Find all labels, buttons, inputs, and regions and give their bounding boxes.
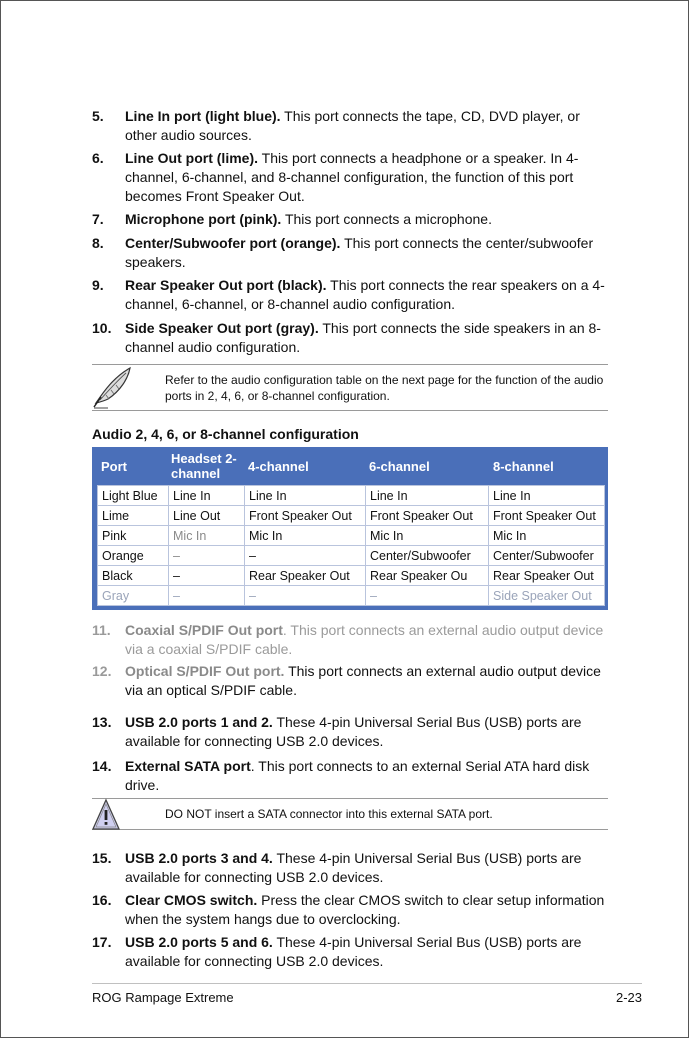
table-cell: Orange <box>98 546 169 566</box>
table-cell: – <box>169 546 245 566</box>
item-text: This port connects the rear speakers on a 4-channel, 6-channel, or 8-channel audio configuration. <box>125 277 605 312</box>
table-cell: Line In <box>366 486 489 506</box>
list-item-10: 10. Side Speaker Out port (gray). This port connects the side speakers in an 8-channel audio configuration. <box>92 320 601 355</box>
table-cell: – <box>245 546 366 566</box>
table-cell: Line In <box>489 486 605 506</box>
item-text: This port connects the side speakers in an 8-channel audio configuration. <box>125 320 601 355</box>
item-title: Clear CMOS switch. <box>125 892 258 908</box>
table-row <box>98 586 605 606</box>
header-port: Port <box>101 459 127 474</box>
table-cell: Front Speaker Out <box>245 506 366 526</box>
header-8ch: 8-channel <box>493 459 554 474</box>
table-cell: Gray <box>98 586 169 606</box>
table-cell: Front Speaker Out <box>366 506 489 526</box>
list-item-16: 16. Clear CMOS switch. Press the clear CMOS switch to clear setup information when the system hangs due to overclocking. <box>92 892 605 927</box>
table-cell: Rear Speaker Out <box>489 566 605 586</box>
table-cell: Mic In <box>489 526 605 546</box>
header-4ch: 4-channel <box>248 459 309 474</box>
item-text: This port connects the center/subwoofer speakers. <box>125 235 594 270</box>
list-item-6: 6. Line Out port (lime). This port connects a headphone or a speaker. In 4-channel, 6-channel, and 8-channel configuration, the function of this port becomes Front Speaker Out. <box>92 150 579 204</box>
warning-triangle-icon <box>92 798 120 836</box>
table-cell: Pink <box>98 526 169 546</box>
config-grid <box>97 485 605 606</box>
table-row <box>98 526 605 546</box>
item-text: These 4-pin Universal Serial Bus (USB) ports are available for connecting USB 2.0 devices. <box>125 714 582 749</box>
item-text: Press the clear CMOS switch to clear setup information when the system hangs due to overclocking. <box>125 892 605 927</box>
item-text: This port connects a headphone or a speaker. In 4-channel, 6-channel, and 8-channel configuration, the function of this port becomes Front Speaker Out. <box>125 150 579 204</box>
table-cell: Front Speaker Out <box>489 506 605 526</box>
footer-title: ROG Rampage Extreme <box>92 990 234 1005</box>
warning-box <box>92 798 608 830</box>
item-title: USB 2.0 ports 3 and 4. <box>125 850 273 866</box>
table-cell: – <box>169 566 245 586</box>
item-title: Rear Speaker Out port (black). <box>125 277 327 293</box>
table-cell: – <box>169 586 245 606</box>
item-text: . This port connects an external audio output device via a coaxial S/PDIF cable. <box>125 622 604 657</box>
item-text: This port connects an external audio output device via an optical S/PDIF cable. <box>125 663 601 698</box>
table-row <box>98 486 605 506</box>
table-cell: Mic In <box>245 526 366 546</box>
item-title: External SATA port <box>125 758 251 774</box>
table-row <box>98 566 605 586</box>
item-title: Side Speaker Out port (gray). <box>125 320 319 336</box>
item-title: Line In port (light blue). <box>125 108 281 124</box>
table-cell: – <box>245 586 366 606</box>
table-cell: Line In <box>169 486 245 506</box>
warning-text: DO NOT insert a SATA connector into this external SATA port. <box>165 807 493 821</box>
table-cell: Center/Subwoofer <box>489 546 605 566</box>
header-headset: Headset 2-channel <box>171 451 237 481</box>
table-cell: Side Speaker Out <box>489 586 605 606</box>
item-title: USB 2.0 ports 5 and 6. <box>125 934 273 950</box>
item-title: Optical S/PDIF Out port. <box>125 663 285 679</box>
list-item-15: 15. USB 2.0 ports 3 and 4. These 4-pin Universal Serial Bus (USB) ports are available for connecting USB 2.0 devices. <box>92 850 582 885</box>
table-cell: Light Blue <box>98 486 169 506</box>
table-cell: Line Out <box>169 506 245 526</box>
item-title: Line Out port (lime). <box>125 150 258 166</box>
page-footer <box>92 983 642 1005</box>
list-item-8: 8. Center/Subwoofer port (orange). This port connects the center/subwoofer speakers. <box>92 235 594 270</box>
table-cell: Rear Speaker Ou <box>366 566 489 586</box>
header-6ch: 6-channel <box>369 459 430 474</box>
table-header <box>92 447 608 485</box>
table-cell: Black <box>98 566 169 586</box>
list-item-13: 13. USB 2.0 ports 1 and 2. These 4-pin Universal Serial Bus (USB) ports are available for connecting USB 2.0 devices. <box>92 714 582 749</box>
item-text: This port connects a microphone. <box>281 211 492 227</box>
list-item-14: 14. External SATA port. This port connects to an external Serial ATA hard disk drive. <box>92 758 590 793</box>
table-cell: Line In <box>245 486 366 506</box>
list-item-9: 9. Rear Speaker Out port (black). This port connects the rear speakers on a 4-channel, 6-channel, or 8-channel audio configuration. <box>92 277 605 312</box>
list-item-7: 7. Microphone port (pink). This port connects a microphone. <box>92 211 492 227</box>
page-number: 2-23 <box>615 990 642 1005</box>
item-text: These 4-pin Universal Serial Bus (USB) ports are available for connecting USB 2.0 devices. <box>125 934 582 969</box>
item-text: . This port connects to an external Serial ATA hard disk drive. <box>125 758 590 793</box>
note-box <box>92 364 608 411</box>
item-text: These 4-pin Universal Serial Bus (USB) ports are available for connecting USB 2.0 devices. <box>125 850 582 885</box>
table-cell: Mic In <box>366 526 489 546</box>
audio-config-table <box>92 447 608 610</box>
list-item-17: 17. USB 2.0 ports 5 and 6. These 4-pin Universal Serial Bus (USB) ports are available for connecting USB 2.0 devices. <box>92 934 582 969</box>
item-title: USB 2.0 ports 1 and 2. <box>125 714 273 730</box>
table-cell: Rear Speaker Out <box>245 566 366 586</box>
item-title: Coaxial S/PDIF Out port <box>125 622 283 638</box>
item-title: Microphone port (pink). <box>125 211 282 227</box>
table-row <box>98 506 605 526</box>
item-title: Center/Subwoofer port (orange). <box>125 235 341 251</box>
table-cell: Lime <box>98 506 169 526</box>
table-cell: Mic In <box>169 526 245 546</box>
item-text: This port connects the tape, CD, DVD player, or other audio sources. <box>125 108 580 143</box>
note-text: Refer to the audio configuration table on the next page for the function of the audio ports in 2, 4, 6, or 8-channel configuration. <box>165 373 604 403</box>
quill-note-icon <box>92 365 134 414</box>
table-row <box>98 546 605 566</box>
table-cell: – <box>366 586 489 606</box>
list-item-11: 11. Coaxial S/PDIF Out port. This port connects an external audio output device via a coaxial S/PDIF cable. <box>92 622 604 657</box>
table-cell: Center/Subwoofer <box>366 546 489 566</box>
table-title: Audio 2, 4, 6, or 8-channel configuration <box>92 426 359 442</box>
list-item-5: 5. Line In port (light blue). This port connects the tape, CD, DVD player, or other audio sources. <box>92 108 580 143</box>
list-item-12: 12. Optical S/PDIF Out port. This port connects an external audio output device via an optical S/PDIF cable. <box>92 663 601 698</box>
